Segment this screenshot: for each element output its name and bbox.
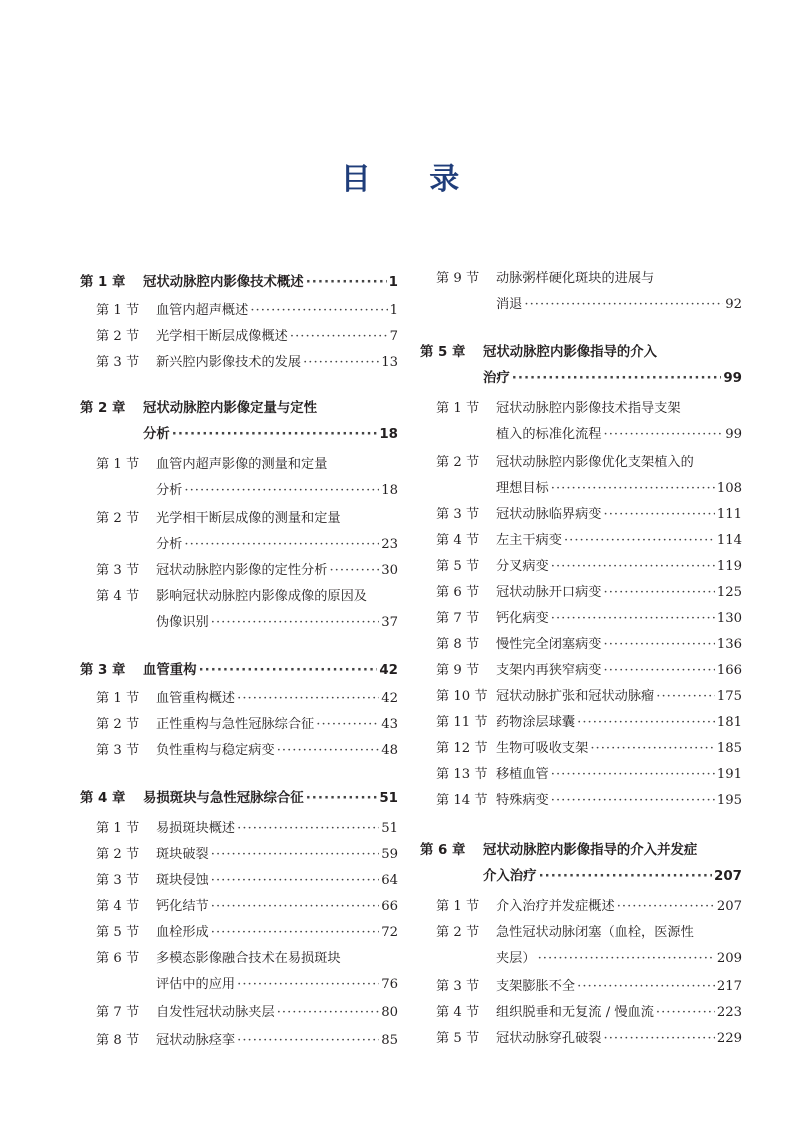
dot-leader <box>290 324 388 350</box>
toc-page-number: 1 <box>388 275 398 290</box>
toc-chapter-number: 第 5 章 <box>420 345 466 360</box>
toc-entry-title: 血栓形成 <box>156 925 209 940</box>
toc-entry-title: 冠状动脉腔内影像指导的介入并发症 <box>483 843 698 858</box>
dot-leader <box>577 974 715 1000</box>
toc-entry-line <box>80 584 398 610</box>
toc-entry-title: 血管内超声影像的测量和定量 <box>156 457 328 472</box>
toc-entry-line <box>420 396 742 422</box>
toc-page-number: 18 <box>379 427 398 442</box>
toc-page-number: 166 <box>716 663 742 678</box>
toc-entry-title: 消退 <box>496 297 523 312</box>
toc-page-number: 207 <box>716 899 742 914</box>
toc-entry-title: 血管重构概述 <box>156 691 236 706</box>
toc-entry-title: 特殊病变 <box>496 793 549 808</box>
toc-entry-line <box>420 894 742 920</box>
toc-entry-continuation <box>420 292 742 318</box>
dot-leader <box>551 554 715 580</box>
toc-page-number: 119 <box>716 559 742 574</box>
toc-section-number: 第 3 节 <box>96 873 140 888</box>
toc-page-number: 42 <box>381 691 398 706</box>
toc-section-entry[interactable] <box>420 450 742 502</box>
toc-entry-continuation <box>80 972 398 998</box>
toc-entry-title: 组织脱垂和无复流 / 慢血流 <box>496 1005 654 1020</box>
toc-page-number: 76 <box>381 977 398 992</box>
toc-section-entry[interactable] <box>420 1000 742 1026</box>
toc-entry-continuation <box>420 864 742 890</box>
toc-page-number: 37 <box>381 615 398 630</box>
toc-section-entry[interactable] <box>420 502 742 528</box>
toc-section-number: 第 13 节 <box>436 767 488 782</box>
toc-entry-title: 斑块破裂 <box>156 847 209 862</box>
dot-leader <box>211 868 379 894</box>
toc-entry-line <box>420 838 742 864</box>
toc-entry-title: 慢性完全闭塞病变 <box>496 637 602 652</box>
toc-entry-line <box>420 658 742 684</box>
toc-chapter-number: 第 2 章 <box>80 401 126 416</box>
page-title: 目 录 <box>340 162 484 197</box>
toc-section-number: 第 1 节 <box>96 457 140 472</box>
toc-page-number: 7 <box>389 329 398 344</box>
toc-entry-line <box>80 452 398 478</box>
toc-entry-title: 冠状动脉腔内影像优化支架植入的 <box>496 455 694 470</box>
toc-section-number: 第 3 节 <box>96 355 140 370</box>
toc-entry-line <box>80 324 398 350</box>
toc-section-entry[interactable] <box>420 736 742 762</box>
toc-page-number: 111 <box>716 507 742 522</box>
toc-entry-line <box>420 528 742 554</box>
toc-entry-line <box>420 450 742 476</box>
toc-entry-title: 新兴腔内影像技术的发展 <box>156 355 302 370</box>
toc-page-number: 85 <box>381 1033 398 1048</box>
toc-entry-title: 血管内超声概述 <box>156 303 249 318</box>
toc-section-entry[interactable] <box>80 324 398 350</box>
dot-leader <box>604 658 715 684</box>
toc-section-number: 第 6 节 <box>436 585 480 600</box>
toc-section-number: 第 11 节 <box>436 715 488 730</box>
toc-entry-continuation <box>420 366 742 392</box>
toc-page-number: 195 <box>716 793 742 808</box>
toc-section-number: 第 5 节 <box>436 1031 480 1046</box>
toc-section-entry[interactable] <box>80 1000 398 1026</box>
toc-section-number: 第 2 节 <box>96 717 140 732</box>
toc-section-number: 第 2 节 <box>96 329 140 344</box>
toc-section-number: 第 4 节 <box>436 533 480 548</box>
toc-entry-line <box>80 786 398 812</box>
dot-leader <box>539 864 712 890</box>
toc-entry-title: 介入治疗 <box>483 869 537 884</box>
toc-entry-title: 自发性冠状动脉夹层 <box>156 1005 275 1020</box>
toc-entry-title: 冠状动脉痉挛 <box>156 1033 236 1048</box>
toc-section-number: 第 3 节 <box>96 743 140 758</box>
toc-section-number: 第 1 节 <box>436 401 480 416</box>
toc-section-number: 第 2 节 <box>436 455 480 470</box>
dot-leader <box>250 298 387 324</box>
dot-leader <box>551 476 715 502</box>
dot-leader <box>604 1026 715 1052</box>
toc-entry-line <box>80 396 398 422</box>
toc-section-entry[interactable] <box>80 452 398 504</box>
toc-page-number: 125 <box>716 585 742 600</box>
toc-entry-line <box>80 712 398 738</box>
toc-section-entry[interactable] <box>420 684 742 710</box>
toc-entry-title: 负性重构与稳定病变 <box>156 743 275 758</box>
toc-section-number: 第 2 节 <box>96 847 140 862</box>
toc-entry-line <box>420 632 742 658</box>
dot-leader <box>184 478 379 504</box>
toc-entry-title: 分叉病变 <box>496 559 549 574</box>
dot-leader <box>551 606 715 632</box>
dot-leader <box>656 1000 715 1026</box>
toc-entry-title: 冠状动脉腔内影像指导的介入 <box>483 345 658 360</box>
dot-leader <box>199 658 378 684</box>
toc-chapter-entry[interactable] <box>80 396 398 448</box>
toc-section-number: 第 4 节 <box>96 899 140 914</box>
toc-page-number: 51 <box>381 821 398 836</box>
dot-leader <box>211 894 379 920</box>
toc-section-entry[interactable] <box>80 920 398 946</box>
toc-entry-line <box>420 684 742 710</box>
toc-page-number: 209 <box>716 951 742 966</box>
toc-entry-line <box>420 340 742 366</box>
toc-page-number: 1 <box>389 303 398 318</box>
toc-section-entry[interactable] <box>80 350 398 376</box>
toc-chapter-entry[interactable] <box>80 270 398 296</box>
toc-chapter-entry[interactable] <box>420 838 742 890</box>
toc-entry-title: 夹层） <box>496 951 536 966</box>
toc-chapter-number: 第 6 章 <box>420 843 466 858</box>
toc-section-entry[interactable] <box>420 788 742 814</box>
dot-leader <box>564 528 715 554</box>
dot-leader <box>524 292 723 318</box>
toc-entry-line <box>420 762 742 788</box>
toc-section-entry[interactable] <box>80 816 398 842</box>
toc-entry-line <box>80 558 398 584</box>
toc-entry-line <box>80 270 398 296</box>
toc-page-number: 185 <box>716 741 742 756</box>
toc-page-number: 114 <box>716 533 742 548</box>
dot-leader <box>604 580 715 606</box>
toc-page-number: 18 <box>381 483 398 498</box>
toc-entry-line <box>80 738 398 764</box>
toc-page-number: 72 <box>381 925 398 940</box>
toc-section-entry[interactable] <box>420 658 742 684</box>
toc-entry-line <box>80 894 398 920</box>
toc-page-number: 80 <box>381 1005 398 1020</box>
toc-entry-line <box>420 974 742 1000</box>
toc-entry-title: 伪像识别 <box>156 615 209 630</box>
dot-leader <box>604 422 724 448</box>
toc-section-entry[interactable] <box>420 920 742 972</box>
dot-leader <box>306 786 378 812</box>
toc-page-number: 64 <box>381 873 398 888</box>
toc-section-entry[interactable] <box>420 266 742 318</box>
toc-entry-continuation <box>80 532 398 558</box>
toc-entry-title: 左主干病变 <box>496 533 562 548</box>
toc-section-entry[interactable] <box>80 842 398 868</box>
dot-leader <box>184 532 379 558</box>
toc-section-entry[interactable] <box>80 738 398 764</box>
toc-page-number: 30 <box>381 563 398 578</box>
dot-leader <box>316 712 379 738</box>
dot-leader <box>551 762 715 788</box>
toc-chapter-number: 第 1 章 <box>80 275 126 290</box>
toc-chapter-number: 第 4 章 <box>80 791 126 806</box>
toc-entry-title: 易损斑块与急性冠脉综合征 <box>143 791 304 806</box>
toc-entry-title: 药物涂层球囊 <box>496 715 576 730</box>
dot-leader <box>237 816 379 842</box>
toc-entry-line <box>80 1000 398 1026</box>
toc-entry-continuation <box>420 946 742 972</box>
toc-entry-title: 易损斑块概述 <box>156 821 236 836</box>
toc-entry-line <box>80 350 398 376</box>
toc-entry-title: 血管重构 <box>143 663 197 678</box>
toc-section-number: 第 3 节 <box>436 507 480 522</box>
toc-section-entry[interactable] <box>420 396 742 448</box>
toc-section-entry[interactable] <box>80 1028 398 1054</box>
toc-page-number: 207 <box>714 869 742 884</box>
dot-leader <box>211 920 379 946</box>
toc-section-number: 第 7 节 <box>436 611 480 626</box>
toc-section-entry[interactable] <box>420 974 742 1000</box>
dot-leader <box>211 610 379 636</box>
toc-section-entry[interactable] <box>420 1026 742 1052</box>
dot-leader <box>656 684 715 710</box>
dot-leader <box>277 738 380 764</box>
dot-leader <box>329 558 379 584</box>
toc-page-number: 43 <box>381 717 398 732</box>
toc-entry-line <box>420 502 742 528</box>
dot-leader <box>237 686 379 712</box>
toc-page-number: 99 <box>723 371 742 386</box>
toc-entry-title: 多模态影像融合技术在易损斑块 <box>156 951 341 966</box>
toc-chapter-number: 第 3 章 <box>80 663 126 678</box>
dot-leader <box>604 632 715 658</box>
toc-page-number: 23 <box>381 537 398 552</box>
toc-entry-line <box>420 606 742 632</box>
dot-leader <box>306 270 387 296</box>
toc-entry-title: 冠状动脉穿孔破裂 <box>496 1031 602 1046</box>
toc-page-number: 66 <box>381 899 398 914</box>
toc-section-number: 第 9 节 <box>436 271 480 286</box>
toc-entry-line <box>80 920 398 946</box>
toc-entry-line <box>80 298 398 324</box>
toc-section-number: 第 2 节 <box>96 511 140 526</box>
toc-entry-line <box>80 506 398 532</box>
toc-page-number: 181 <box>716 715 742 730</box>
toc-section-number: 第 5 节 <box>436 559 480 574</box>
toc-entry-continuation <box>80 422 398 448</box>
toc-entry-title: 冠状动脉开口病变 <box>496 585 602 600</box>
toc-entry-title: 治疗 <box>483 371 510 386</box>
toc-section-entry[interactable] <box>80 946 398 998</box>
toc-page-number: 108 <box>716 481 742 496</box>
toc-entry-line <box>80 686 398 712</box>
toc-section-entry[interactable] <box>80 894 398 920</box>
toc-section-number: 第 12 节 <box>436 741 488 756</box>
toc-entry-title: 钙化结节 <box>156 899 209 914</box>
toc-entry-title: 斑块侵蚀 <box>156 873 209 888</box>
toc-entry-title: 冠状动脉腔内影像的定性分析 <box>156 563 328 578</box>
toc-page-number: 59 <box>381 847 398 862</box>
toc-entry-line <box>80 1028 398 1054</box>
toc-page-number: 42 <box>379 663 398 678</box>
toc-section-number: 第 14 节 <box>436 793 488 808</box>
toc-section-number: 第 1 节 <box>96 821 140 836</box>
dot-leader <box>512 366 722 392</box>
toc-entry-line <box>420 266 742 292</box>
toc-entry-title: 分析 <box>143 427 170 442</box>
dot-leader <box>277 1000 380 1026</box>
toc-section-entry[interactable] <box>420 554 742 580</box>
toc-entry-title: 冠状动脉腔内影像技术概述 <box>143 275 304 290</box>
toc-entry-line <box>420 580 742 606</box>
dot-leader <box>172 422 378 448</box>
toc-section-number: 第 6 节 <box>96 951 140 966</box>
toc-entry-title: 介入治疗并发症概述 <box>496 899 615 914</box>
toc-section-number: 第 1 节 <box>436 899 480 914</box>
toc-section-number: 第 4 节 <box>96 589 140 604</box>
toc-section-number: 第 5 节 <box>96 925 140 940</box>
toc-entry-line <box>80 658 398 684</box>
toc-entry-line <box>80 868 398 894</box>
toc-entry-line <box>80 842 398 868</box>
toc-page-number: 217 <box>716 979 742 994</box>
toc-entry-title: 冠状动脉腔内影像技术指导支架 <box>496 401 681 416</box>
toc-section-entry[interactable] <box>80 298 398 324</box>
toc-section-entry[interactable] <box>80 506 398 558</box>
toc-entry-title: 支架膨胀不全 <box>496 979 576 994</box>
toc-page-number: 175 <box>716 689 742 704</box>
toc-entry-title: 冠状动脉临界病变 <box>496 507 602 522</box>
toc-page-number: 13 <box>381 355 398 370</box>
toc-entry-title: 理想目标 <box>496 481 549 496</box>
toc-section-entry[interactable] <box>420 710 742 736</box>
toc-entry-title: 光学相干断层成像概述 <box>156 329 288 344</box>
toc-entry-line <box>420 1026 742 1052</box>
toc-page-number: 191 <box>716 767 742 782</box>
toc-section-entry[interactable] <box>80 558 398 584</box>
toc-entry-line <box>420 736 742 762</box>
toc-entry-continuation <box>420 422 742 448</box>
dot-leader <box>617 894 715 920</box>
toc-entry-line <box>80 816 398 842</box>
toc-section-number: 第 7 节 <box>96 1005 140 1020</box>
toc-entry-title: 移植血管 <box>496 767 549 782</box>
toc-entry-continuation <box>80 478 398 504</box>
dot-leader <box>577 710 715 736</box>
dot-leader <box>551 788 715 814</box>
toc-entry-title: 动脉粥样硬化斑块的进展与 <box>496 271 655 286</box>
toc-section-entry[interactable] <box>420 894 742 920</box>
toc-section-number: 第 10 节 <box>436 689 488 704</box>
toc-entry-line <box>420 788 742 814</box>
toc-section-number: 第 1 节 <box>96 303 140 318</box>
toc-page-number: 48 <box>381 743 398 758</box>
toc-chapter-entry[interactable] <box>80 786 398 812</box>
toc-entry-continuation <box>420 476 742 502</box>
toc-chapter-entry[interactable] <box>420 340 742 392</box>
toc-entry-title: 光学相干断层成像的测量和定量 <box>156 511 341 526</box>
toc-entry-title: 分析 <box>156 483 183 498</box>
toc-entry-title: 植入的标准化流程 <box>496 427 602 442</box>
toc-section-entry[interactable] <box>420 580 742 606</box>
toc-section-entry[interactable] <box>80 868 398 894</box>
toc-section-number: 第 3 节 <box>96 563 140 578</box>
toc-page-number: 51 <box>379 791 398 806</box>
toc-entry-title: 评估中的应用 <box>156 977 236 992</box>
toc-entry-line <box>80 946 398 972</box>
toc-entry-title: 正性重构与急性冠脉综合征 <box>156 717 315 732</box>
toc-entry-title: 冠状动脉扩张和冠状动脉瘤 <box>496 689 655 704</box>
dot-leader <box>604 502 715 528</box>
toc-page-number: 130 <box>716 611 742 626</box>
toc-entry-title: 支架内再狭窄病变 <box>496 663 602 678</box>
toc-section-number: 第 4 节 <box>436 1005 480 1020</box>
toc-page-number: 223 <box>716 1005 742 1020</box>
toc-chapter-entry[interactable] <box>80 658 398 684</box>
toc-page-number: 229 <box>716 1031 742 1046</box>
toc-section-entry[interactable] <box>420 606 742 632</box>
toc-page-number: 136 <box>716 637 742 652</box>
toc-page-number: 92 <box>725 297 742 312</box>
toc-section-number: 第 8 节 <box>96 1033 140 1048</box>
toc-entry-title: 分析 <box>156 537 183 552</box>
toc-entry-continuation <box>80 610 398 636</box>
toc-section-entry[interactable] <box>420 528 742 554</box>
toc-entry-line <box>420 554 742 580</box>
toc-entry-line <box>420 920 742 946</box>
toc-section-entry[interactable] <box>80 584 398 636</box>
dot-leader <box>590 736 715 762</box>
toc-page-number: 99 <box>725 427 742 442</box>
toc-entry-title: 冠状动脉腔内影像定量与定性 <box>143 401 318 416</box>
toc-section-number: 第 2 节 <box>436 925 480 940</box>
dot-leader <box>237 972 379 998</box>
dot-leader <box>538 946 715 972</box>
dot-leader <box>237 1028 379 1054</box>
dot-leader <box>303 350 379 376</box>
toc-section-entry[interactable] <box>420 762 742 788</box>
toc-section-entry[interactable] <box>420 632 742 658</box>
toc-entry-line <box>420 1000 742 1026</box>
toc-section-number: 第 8 节 <box>436 637 480 652</box>
toc-entry-title: 生物可吸收支架 <box>496 741 589 756</box>
toc-section-entry[interactable] <box>80 686 398 712</box>
toc-section-number: 第 9 节 <box>436 663 480 678</box>
toc-entry-title: 急性冠状动脉闭塞（血栓，医源性 <box>496 925 694 940</box>
toc-entry-line <box>420 710 742 736</box>
dot-leader <box>211 842 379 868</box>
toc-section-entry[interactable] <box>80 712 398 738</box>
toc-entry-title: 影响冠状动脉腔内影像成像的原因及 <box>156 589 367 604</box>
toc-section-number: 第 3 节 <box>436 979 480 994</box>
toc-section-number: 第 1 节 <box>96 691 140 706</box>
toc-entry-title: 钙化病变 <box>496 611 549 626</box>
